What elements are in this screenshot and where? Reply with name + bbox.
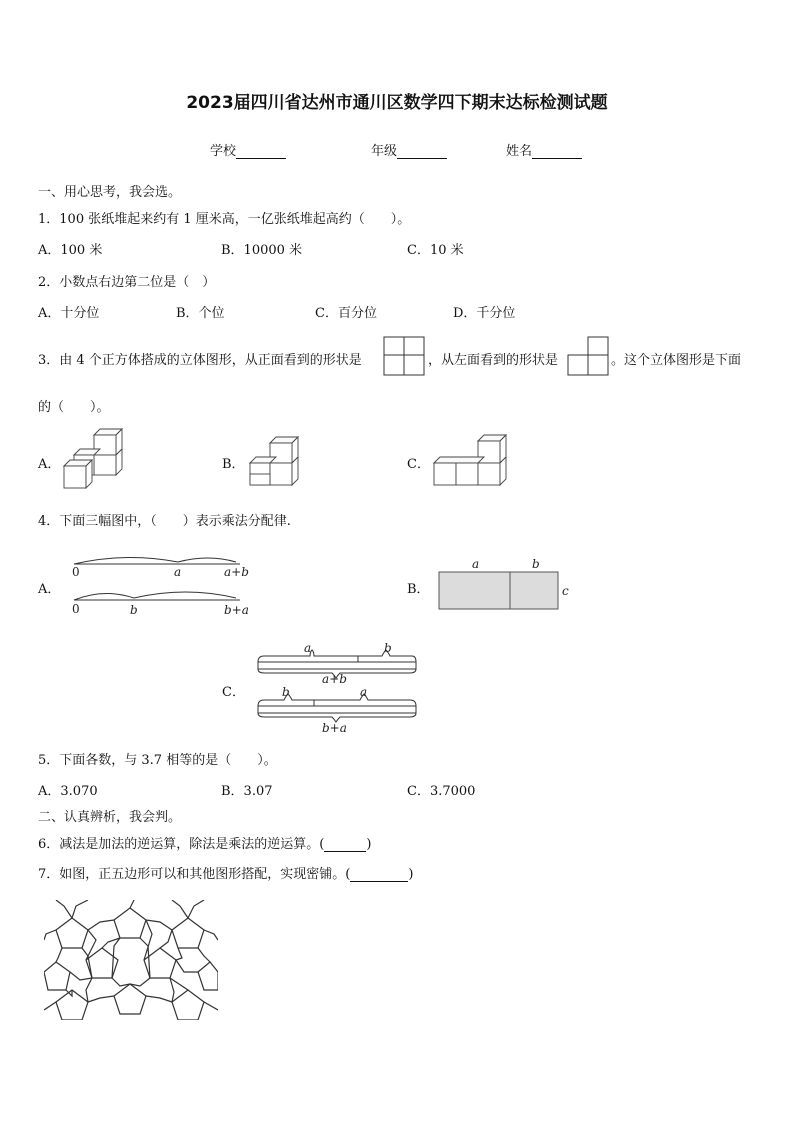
q4-option-c[interactable]: C． bbox=[222, 685, 245, 700]
grade-field[interactable] bbox=[371, 140, 447, 159]
q6-line bbox=[38, 833, 371, 852]
label-b-rect: b bbox=[532, 557, 540, 571]
q3-option-a[interactable]: A． bbox=[38, 457, 61, 472]
label-a-bar2: a bbox=[360, 685, 368, 699]
label-b-2: b bbox=[130, 603, 138, 617]
q2-option-d[interactable]: D．千分位 bbox=[453, 306, 516, 321]
label-a-plus-b-1: a+b bbox=[224, 565, 249, 579]
q5-option-a[interactable]: A．3.070 bbox=[38, 784, 98, 799]
q3-option-b[interactable]: B． bbox=[222, 457, 245, 472]
q4-option-b-figure bbox=[432, 556, 572, 614]
q6-close: ) bbox=[366, 837, 372, 852]
q5-option-c[interactable]: C．3.7000 bbox=[407, 784, 476, 799]
q7-close: ) bbox=[408, 867, 414, 882]
q2-text: 2．小数点右边第二位是（ ） bbox=[38, 275, 216, 290]
section-2-heading: 二、认真辨析，我会判。 bbox=[38, 810, 182, 825]
q3-option-b-figure bbox=[246, 430, 304, 490]
name-field[interactable] bbox=[506, 140, 582, 159]
front-view-figure bbox=[383, 336, 425, 376]
q4-option-c-figure bbox=[250, 638, 422, 738]
q2-option-c[interactable]: C．百分位 bbox=[315, 306, 377, 321]
q4-option-a[interactable]: A． bbox=[38, 582, 61, 597]
q5-option-b[interactable]: B．3.07 bbox=[221, 784, 273, 799]
q7-answer-blank[interactable] bbox=[350, 867, 408, 882]
q1-option-b[interactable]: B．10000 米 bbox=[221, 243, 303, 258]
q4-option-a-figure bbox=[68, 548, 268, 620]
q4-text: 4．下面三幅图中，（ ）表示乘法分配律. bbox=[38, 514, 291, 529]
q1-option-c[interactable]: C．10 米 bbox=[407, 243, 464, 258]
q7-text: 7．如图，正五边形可以和其他图形搭配，实现密铺。( bbox=[38, 867, 351, 882]
label-b-plus-a-2: b+a bbox=[224, 603, 249, 617]
label-a-plus-b-bar1: a+b bbox=[322, 672, 347, 686]
label-b-plus-a-bar2: b+a bbox=[322, 721, 347, 735]
label-b-bar1: b bbox=[384, 641, 392, 655]
q7-line bbox=[38, 863, 413, 882]
q3-text-part4: 的（ ）。 bbox=[38, 400, 110, 415]
label-zero-2: 0 bbox=[72, 602, 80, 616]
q6-text: 6．减法是加法的逆运算，除法是乘法的逆运算。( bbox=[38, 837, 325, 852]
label-zero-1: 0 bbox=[72, 565, 80, 579]
q2-option-b[interactable]: B．个位 bbox=[176, 306, 225, 321]
section-1-heading: 一、用心思考，我会选。 bbox=[38, 185, 182, 200]
q1-option-a[interactable]: A．100 米 bbox=[38, 243, 103, 258]
label-a-1: a bbox=[174, 565, 182, 579]
page-title: 2023届四川省达州市通川区数学四下期末达标检测试题 bbox=[186, 93, 608, 113]
left-view-figure bbox=[567, 336, 609, 376]
q2-option-a[interactable]: A．十分位 bbox=[38, 306, 100, 321]
q3-text-part3: 。这个立体图形是下面 bbox=[611, 353, 742, 368]
q3-option-c[interactable]: C． bbox=[407, 457, 430, 472]
label-b-bar2: b bbox=[282, 685, 290, 699]
q1-text: 1．100 张纸堆起来约有 1 厘米高，一亿张纸堆起高约（ ）。 bbox=[38, 212, 411, 227]
q4-option-b[interactable]: B． bbox=[407, 582, 430, 597]
q6-answer-blank[interactable] bbox=[324, 837, 366, 852]
grade-label: 年级 bbox=[371, 144, 398, 159]
q3-text-part2: ，从左面看到的形状是 bbox=[428, 353, 559, 368]
q3-text-part1: 3．由 4 个正方体搭成的立体图形，从正面看到的形状是 bbox=[38, 353, 362, 368]
label-a-bar1: a bbox=[304, 641, 312, 655]
q3-option-c-figure bbox=[432, 430, 510, 490]
pentagon-tessellation-figure bbox=[44, 900, 218, 1020]
q3-option-a-figure bbox=[62, 428, 126, 492]
label-a-rect: a bbox=[472, 557, 480, 571]
q5-text: 5．下面各数，与 3.7 相等的是（ ）。 bbox=[38, 753, 277, 768]
school-field[interactable] bbox=[210, 140, 286, 159]
label-c-rect: c bbox=[562, 584, 569, 598]
school-label: 学校 bbox=[210, 144, 237, 159]
name-label: 姓名 bbox=[506, 144, 533, 159]
